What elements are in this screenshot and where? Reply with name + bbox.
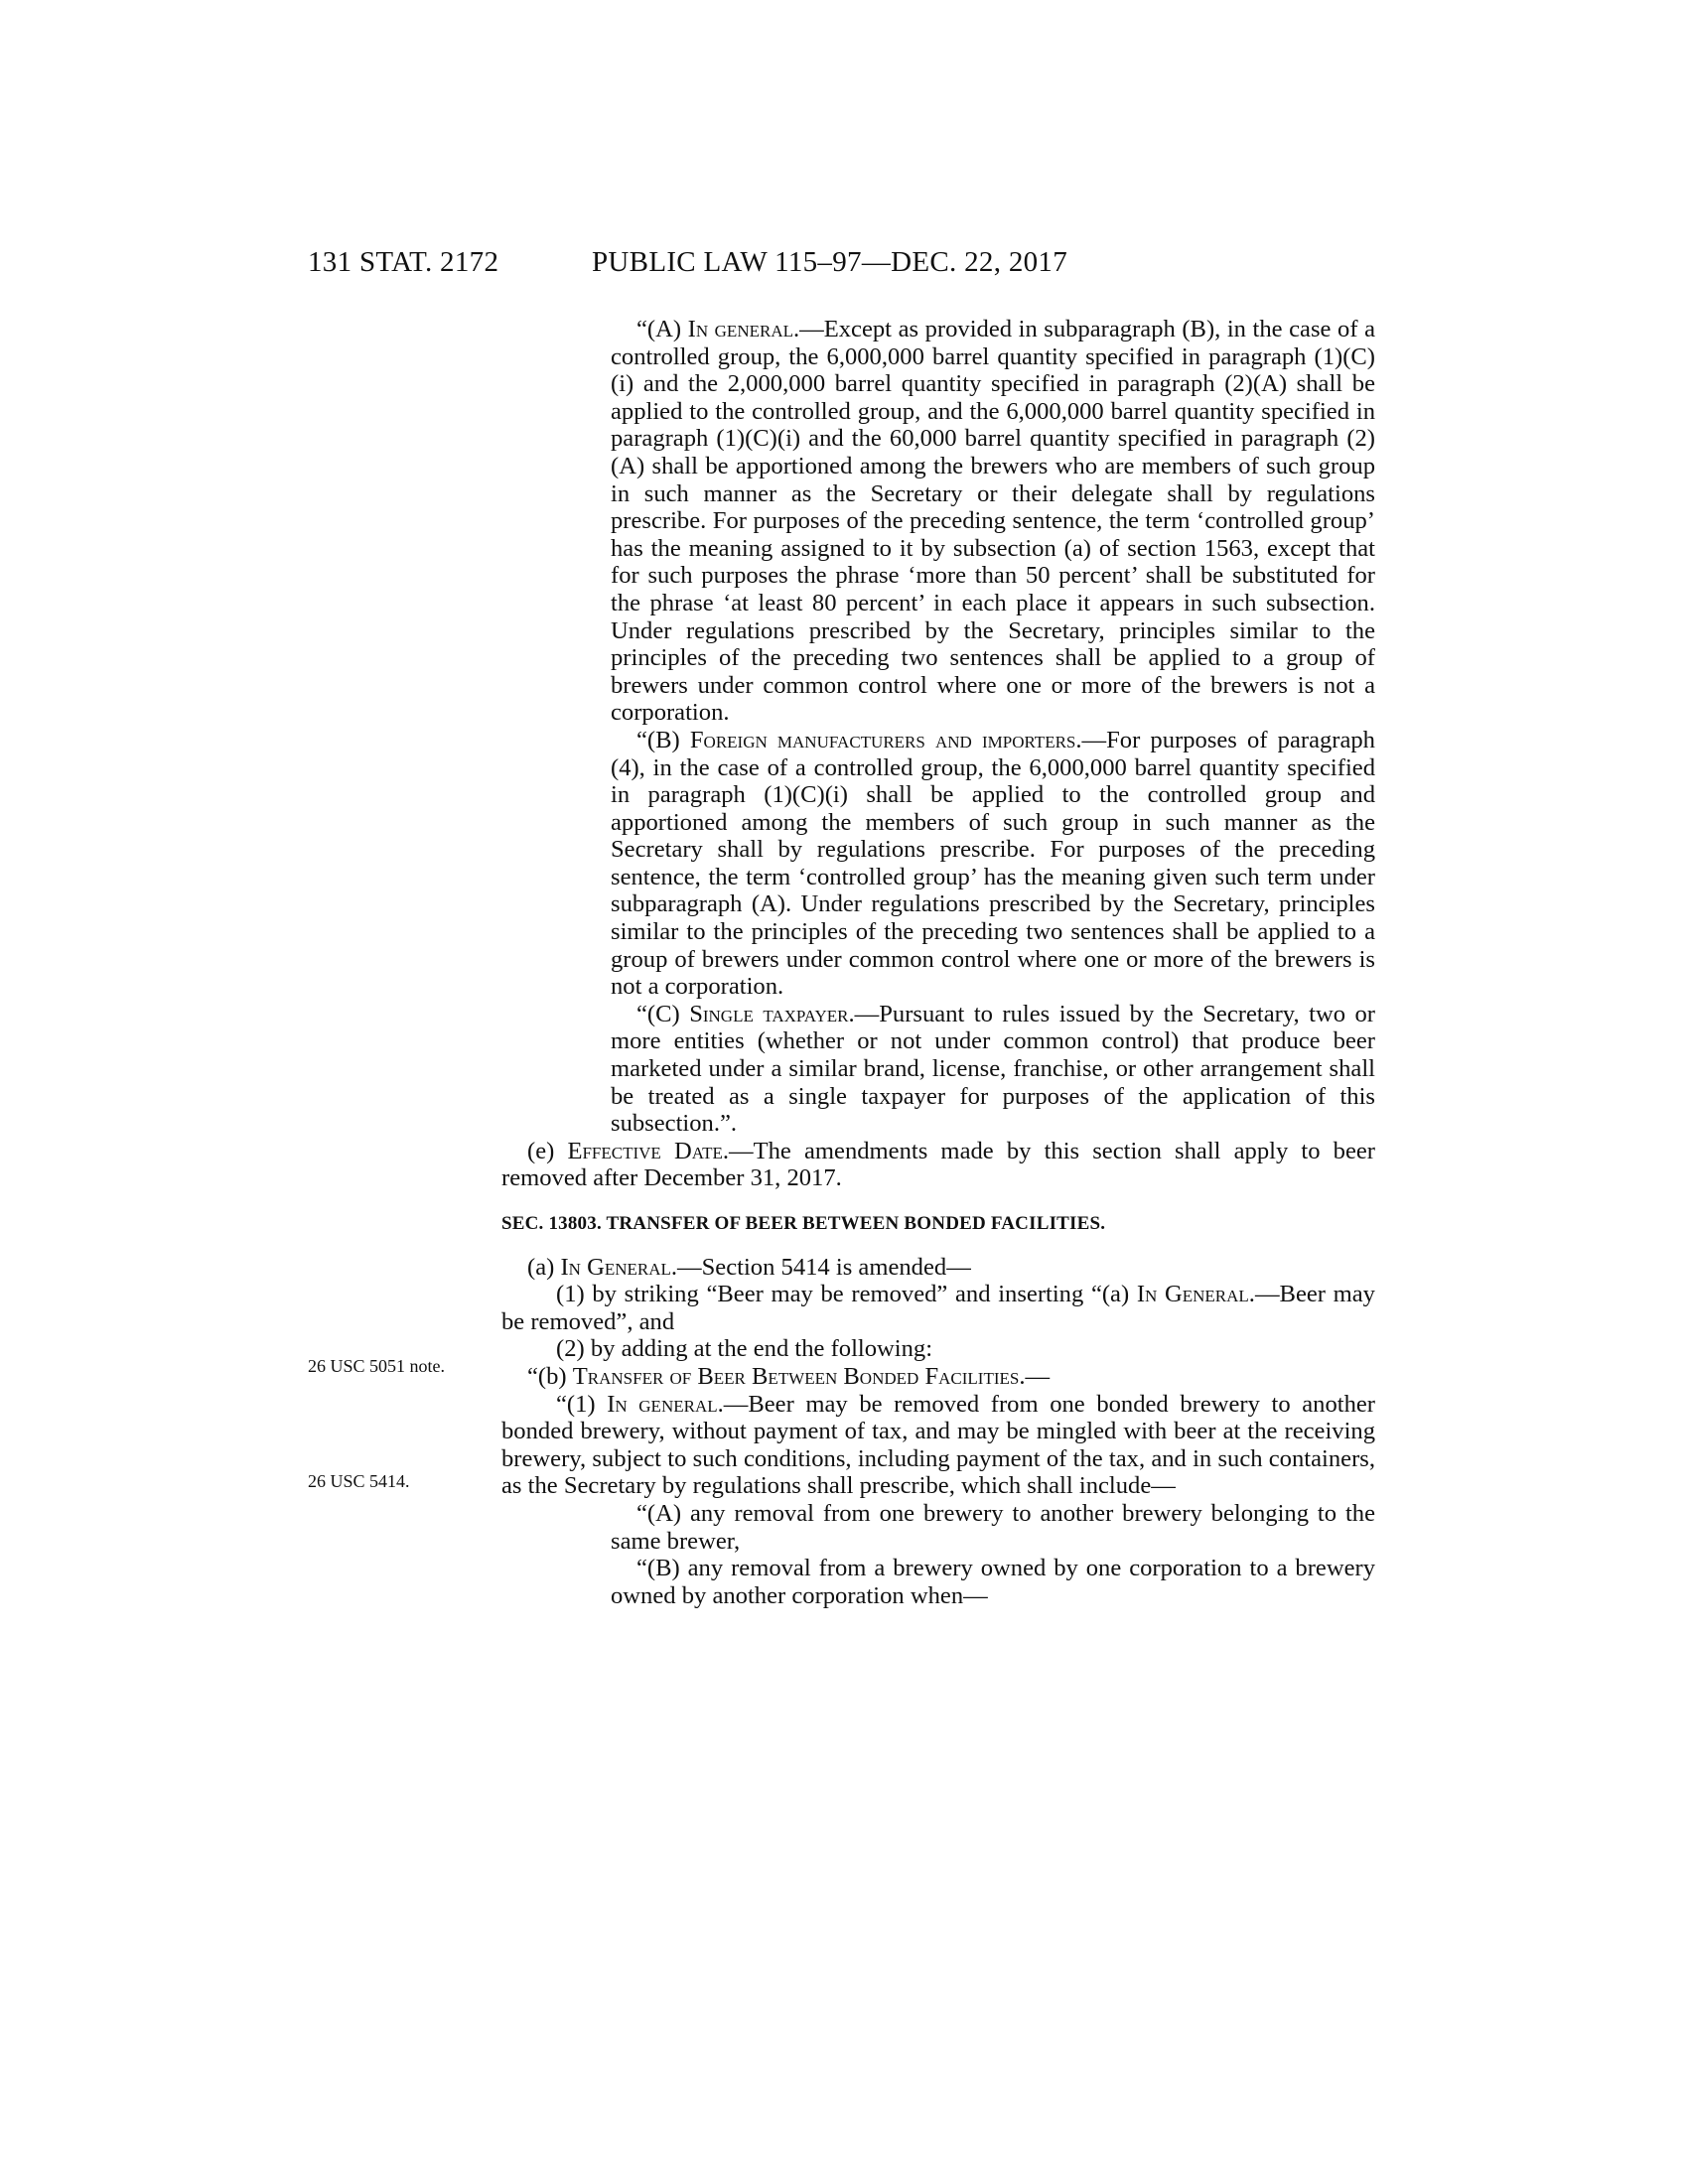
caption-in-general: In general <box>687 316 793 342</box>
public-law-title: PUBLIC LAW 115–97—DEC. 22, 2017 <box>592 246 1068 278</box>
caption-foreign-manufacturers: Foreign manufacturers and importers <box>689 726 1076 753</box>
amendment-item-2: (2) by adding at the end the following: <box>556 1335 933 1363</box>
subsection-b-transfer: “(b) Transfer of Beer Between Bonded Facilities.— <box>527 1362 1051 1390</box>
clause-a-same-brewer: “(A) any removal from one brewery to another brewery belonging to the same brewer, <box>611 1499 1375 1555</box>
page-header <box>308 246 1400 286</box>
paragraph-1-in-general: “(1) In general.—Beer may be removed from one bonded brewery to another bonded brewery, without payment of tax, and may be mingled with beer at the receiving brewery, subject to such conditions, including payment of the tax, and in such containers, as the Secretary by regulations shall prescribe, which shall include— <box>501 1390 1375 1500</box>
margin-note-usc-5414: 26 USC 5414. <box>308 1471 410 1491</box>
subparagraph-a-in-general: “(A) In general.—Except as provided in subparagraph (B), in the case of a controlled group, the 6,000,000 barrel quantity specified in paragraph (1)(C)(i) and the 2,000,000 barrel quantity specified in paragraph (2)(A) shall be applied to the controlled group, and the 6,000,000 barrel quantity specified in paragraph (1)(C)(i) and the 60,000 barrel quantity specified in paragraph (2)(A) shall be apportioned among the brewers who are members of such group in such manner as the Secretary or their delegate shall by regulations prescribe. For purposes of the preceding sentence, the term ‘controlled group’ has the meaning assigned to it by subsection (a) of section 1563, except that for such purposes the phrase ‘more than 50 percent’ shall be substituted for the phrase ‘at least 80 percent’ in each place it appears in such subsection. Under regulations prescribed by the Secretary, principles similar to the principles of the preceding two sentences shall be applied to a group of brewers under common control where one or more of the brewers is not a corporation. <box>611 316 1375 727</box>
subsection-a-amendment: (a) In General.—Section 5414 is amended— <box>527 1253 971 1281</box>
caption-in-general-p1: In general <box>607 1390 718 1418</box>
subsection-e-effective-date: (e) Effective Date.—The amendments made by this section shall apply to beer removed after December 31, 2017. <box>501 1137 1375 1192</box>
amendment-item-1: (1) by striking “Beer may be removed” and inserting “(a) In General.—Beer may be removed”, and <box>501 1281 1375 1335</box>
caption-single-taxpayer: Single taxpayer <box>689 1000 849 1027</box>
statute-page-number: 131 STAT. 2172 <box>308 246 499 278</box>
caption-in-general-amend: In General <box>560 1253 671 1281</box>
clause-b-another-corporation: “(B) any removal from a brewery owned by one corporation to a brewery owned by another corporation when— <box>611 1555 1375 1609</box>
caption-in-general-inserted: In General <box>1136 1281 1249 1308</box>
document-body <box>501 316 1375 1609</box>
margin-note-usc-5051: 26 USC 5051 note. <box>308 1356 446 1376</box>
subparagraph-c-single-taxpayer: “(C) Single taxpayer.—Pursuant to rules issued by the Secretary, two or more entities (whether or not under common control) that produce beer marketed under a similar brand, license, franchise, or other arrangement shall be treated as a single taxpayer for purposes of the application of this subsection.”. <box>611 1000 1375 1138</box>
subparagraph-b-foreign: “(B) Foreign manufacturers and importers.—For purposes of paragraph (4), in the case of a controlled group, the 6,000,000 barrel quantity specified in paragraph (1)(C)(i) shall be applied to the controlled group and apportioned among the members of such group in such manner as the Secretary shall by regulations prescribe. For purposes of the preceding sentence, the term ‘controlled group’ has the meaning given such term under subparagraph (A). Under regulations prescribed by the Secretary, principles similar to the principles of the preceding two sentences shall be applied to a group of brewers under common control where one or more of the brewers is not a corporation. <box>611 726 1375 1001</box>
caption-effective-date: Effective Date <box>567 1137 723 1164</box>
section-heading: SEC. 13803. TRANSFER OF BEER BETWEEN BONDED FACILITIES. <box>501 1213 1106 1234</box>
caption-transfer-of-beer: Transfer of Beer Between Bonded Facilities <box>572 1362 1020 1390</box>
